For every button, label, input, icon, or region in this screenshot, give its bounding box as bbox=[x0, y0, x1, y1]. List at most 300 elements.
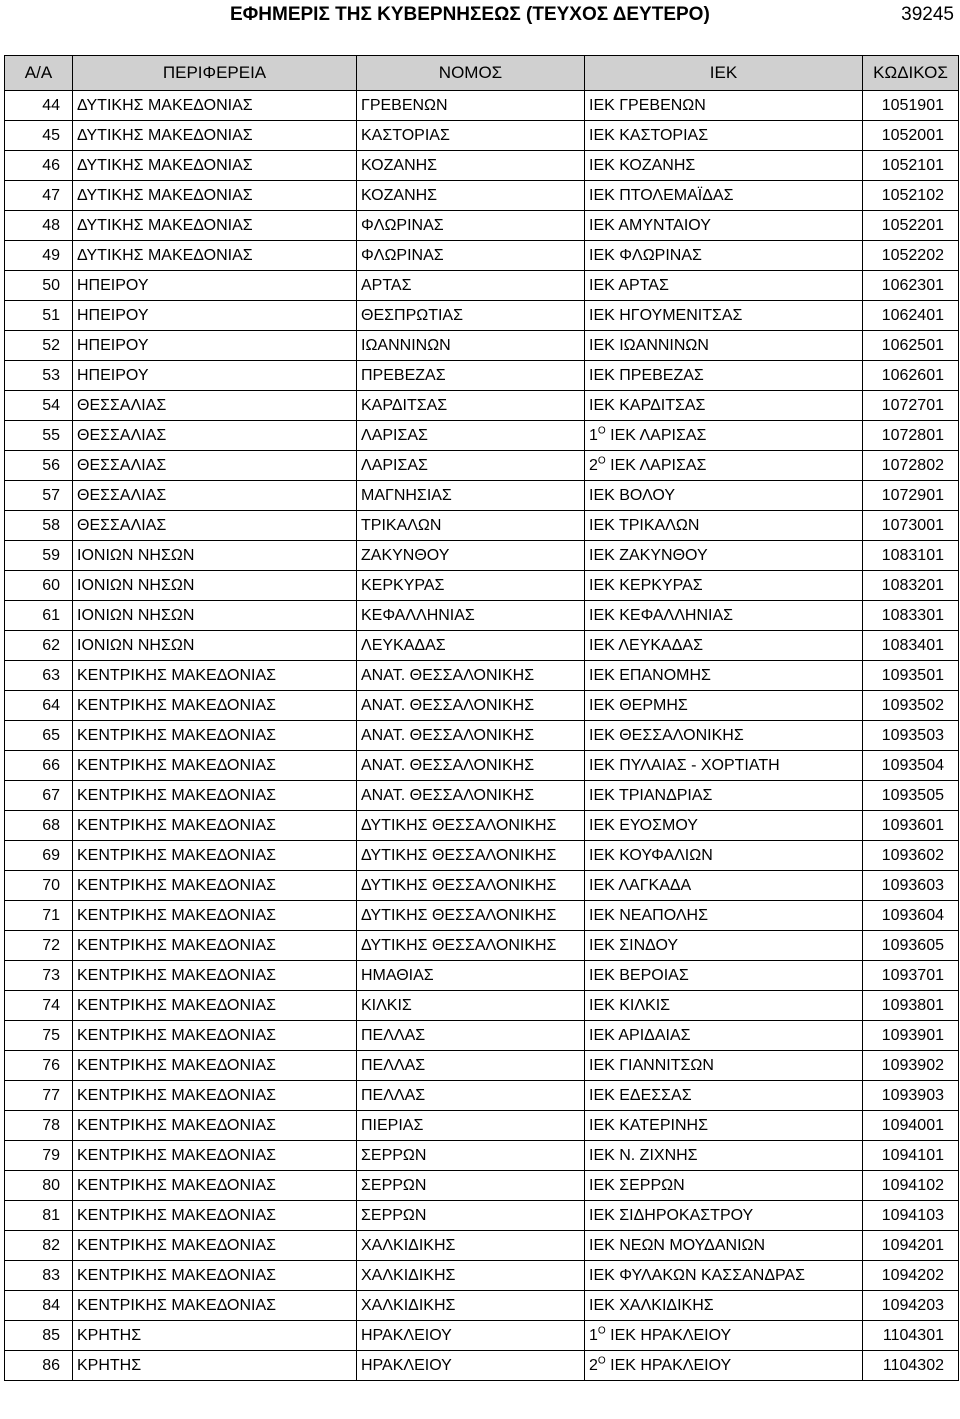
cell-aa: 82 bbox=[5, 1231, 73, 1261]
cell-region: ΚΕΝΤΡΙΚΗΣ ΜΑΚΕΔΟΝΙΑΣ bbox=[73, 1051, 357, 1081]
cell-region: ΔΥΤΙΚΗΣ ΜΑΚΕΔΟΝΙΑΣ bbox=[73, 151, 357, 181]
iek-ordinal: 1 bbox=[589, 1327, 598, 1344]
table-row bbox=[5, 241, 959, 271]
cell-prefecture: ΗΡΑΚΛΕΙΟΥ bbox=[357, 1321, 585, 1351]
iek-ordinal: 1 bbox=[589, 427, 598, 444]
table-row bbox=[5, 1231, 959, 1261]
cell-code: 1093504 bbox=[863, 751, 959, 781]
table-row bbox=[5, 781, 959, 811]
cell-prefecture: ΠΕΛΛΑΣ bbox=[357, 1081, 585, 1111]
cell-code: 1052101 bbox=[863, 151, 959, 181]
table-row bbox=[5, 871, 959, 901]
cell-iek bbox=[585, 541, 863, 571]
iek-ordinal-suffix: Ο bbox=[597, 1325, 606, 1337]
table-row bbox=[5, 961, 959, 991]
cell-code: 1094201 bbox=[863, 1231, 959, 1261]
cell-prefecture: ΘΕΣΠΡΩΤΙΑΣ bbox=[357, 301, 585, 331]
cell-iek bbox=[585, 151, 863, 181]
table-row bbox=[5, 271, 959, 301]
cell-code: 1093601 bbox=[863, 811, 959, 841]
cell-prefecture: ΑΝΑΤ. ΘΕΣΣΑΛΟΝΙΚΗΣ bbox=[357, 751, 585, 781]
cell-code: 1093501 bbox=[863, 661, 959, 691]
cell-region: ΚΕΝΤΡΙΚΗΣ ΜΑΚΕΔΟΝΙΑΣ bbox=[73, 1081, 357, 1111]
cell-code: 1083401 bbox=[863, 631, 959, 661]
cell-prefecture: ΚΑΣΤΟΡΙΑΣ bbox=[357, 121, 585, 151]
cell-region: ΗΠΕΙΡΟΥ bbox=[73, 301, 357, 331]
table-row bbox=[5, 1351, 959, 1381]
table-row bbox=[5, 361, 959, 391]
cell-iek bbox=[585, 121, 863, 151]
cell-region: ΙΟΝΙΩΝ ΝΗΣΩΝ bbox=[73, 631, 357, 661]
iek-name: ΙΕΚ ΠΡΕΒΕΖΑΣ bbox=[589, 367, 704, 384]
iek-name: ΙΕΚ ΕΠΑΝΟΜΗΣ bbox=[589, 667, 711, 684]
cell-code: 1062301 bbox=[863, 271, 959, 301]
table-row bbox=[5, 991, 959, 1021]
table-row bbox=[5, 301, 959, 331]
cell-iek bbox=[585, 571, 863, 601]
cell-iek bbox=[585, 901, 863, 931]
cell-iek bbox=[585, 661, 863, 691]
cell-code: 1052201 bbox=[863, 211, 959, 241]
cell-aa: 55 bbox=[5, 421, 73, 451]
cell-prefecture: ΑΡΤΑΣ bbox=[357, 271, 585, 301]
cell-prefecture: ΚΑΡΔΙΤΣΑΣ bbox=[357, 391, 585, 421]
iek-name: ΙΕΚ ΛΑΡΙΣΑΣ bbox=[610, 457, 707, 474]
cell-code: 1073001 bbox=[863, 511, 959, 541]
cell-region: ΚΕΝΤΡΙΚΗΣ ΜΑΚΕΔΟΝΙΑΣ bbox=[73, 1171, 357, 1201]
cell-aa: 68 bbox=[5, 811, 73, 841]
cell-code: 1094001 bbox=[863, 1111, 959, 1141]
cell-aa: 65 bbox=[5, 721, 73, 751]
cell-aa: 79 bbox=[5, 1141, 73, 1171]
iek-name: ΙΕΚ ΚΑΣΤΟΡΙΑΣ bbox=[589, 127, 709, 144]
cell-iek bbox=[585, 361, 863, 391]
cell-iek bbox=[585, 91, 863, 121]
table-row bbox=[5, 211, 959, 241]
cell-iek bbox=[585, 1021, 863, 1051]
iek-ordinal: 2 bbox=[589, 1357, 598, 1374]
iek-name: ΙΕΚ ΚΙΛΚΙΣ bbox=[589, 997, 671, 1014]
cell-code: 1093903 bbox=[863, 1081, 959, 1111]
cell-iek bbox=[585, 931, 863, 961]
cell-iek bbox=[585, 1171, 863, 1201]
cell-iek bbox=[585, 241, 863, 271]
table-row bbox=[5, 391, 959, 421]
cell-iek bbox=[585, 1321, 863, 1351]
iek-name: ΙΕΚ ΘΕΡΜΗΣ bbox=[589, 697, 688, 714]
cell-code: 1093502 bbox=[863, 691, 959, 721]
cell-code: 1072901 bbox=[863, 481, 959, 511]
cell-aa: 86 bbox=[5, 1351, 73, 1381]
cell-prefecture: ΠΡΕΒΕΖΑΣ bbox=[357, 361, 585, 391]
cell-region: ΔΥΤΙΚΗΣ ΜΑΚΕΔΟΝΙΑΣ bbox=[73, 241, 357, 271]
cell-region: ΚΕΝΤΡΙΚΗΣ ΜΑΚΕΔΟΝΙΑΣ bbox=[73, 991, 357, 1021]
column-header-code: ΚΩΔΙΚΟΣ bbox=[863, 56, 959, 91]
cell-iek bbox=[585, 1201, 863, 1231]
cell-prefecture: ΛΕΥΚΑΔΑΣ bbox=[357, 631, 585, 661]
cell-region: ΚΕΝΤΡΙΚΗΣ ΜΑΚΕΔΟΝΙΑΣ bbox=[73, 931, 357, 961]
table-row bbox=[5, 1201, 959, 1231]
cell-iek bbox=[585, 481, 863, 511]
running-head bbox=[0, 0, 960, 36]
cell-region: ΚΕΝΤΡΙΚΗΣ ΜΑΚΕΔΟΝΙΑΣ bbox=[73, 1201, 357, 1231]
table-row bbox=[5, 181, 959, 211]
cell-iek bbox=[585, 781, 863, 811]
table-row bbox=[5, 91, 959, 121]
table-row bbox=[5, 1141, 959, 1171]
cell-code: 1052001 bbox=[863, 121, 959, 151]
cell-prefecture: ΧΑΛΚΙΔΙΚΗΣ bbox=[357, 1231, 585, 1261]
table-row bbox=[5, 481, 959, 511]
cell-prefecture: ΛΑΡΙΣΑΣ bbox=[357, 451, 585, 481]
cell-prefecture: ΠΕΛΛΑΣ bbox=[357, 1021, 585, 1051]
cell-region: ΔΥΤΙΚΗΣ ΜΑΚΕΔΟΝΙΑΣ bbox=[73, 91, 357, 121]
table-row bbox=[5, 421, 959, 451]
table-row bbox=[5, 1321, 959, 1351]
cell-prefecture: ΦΛΩΡΙΝΑΣ bbox=[357, 241, 585, 271]
iek-name: ΙΕΚ ΙΩΑΝΝΙΝΩΝ bbox=[589, 337, 709, 354]
table-row bbox=[5, 121, 959, 151]
cell-region: ΚΕΝΤΡΙΚΗΣ ΜΑΚΕΔΟΝΙΑΣ bbox=[73, 1231, 357, 1261]
cell-iek bbox=[585, 751, 863, 781]
table-row bbox=[5, 331, 959, 361]
iek-name: ΙΕΚ ΗΓΟΥΜΕΝΙΤΣΑΣ bbox=[589, 307, 743, 324]
cell-prefecture: ΗΜΑΘΙΑΣ bbox=[357, 961, 585, 991]
table-row bbox=[5, 691, 959, 721]
cell-iek bbox=[585, 391, 863, 421]
cell-prefecture: ΠΙΕΡΙΑΣ bbox=[357, 1111, 585, 1141]
cell-iek bbox=[585, 181, 863, 211]
cell-code: 1093701 bbox=[863, 961, 959, 991]
table-row bbox=[5, 151, 959, 181]
iek-name: ΙΕΚ ΗΡΑΚΛΕΙΟΥ bbox=[610, 1357, 732, 1374]
cell-prefecture: ΦΛΩΡΙΝΑΣ bbox=[357, 211, 585, 241]
column-header-prefecture: ΝΟΜΟΣ bbox=[357, 56, 585, 91]
cell-region: ΙΟΝΙΩΝ ΝΗΣΩΝ bbox=[73, 601, 357, 631]
cell-region: ΚΕΝΤΡΙΚΗΣ ΜΑΚΕΔΟΝΙΑΣ bbox=[73, 751, 357, 781]
iek-ordinal-suffix: Ο bbox=[597, 425, 606, 437]
cell-aa: 80 bbox=[5, 1171, 73, 1201]
table-row bbox=[5, 1081, 959, 1111]
iek-name: ΙΕΚ ΤΡΙΚΑΛΩΝ bbox=[589, 517, 700, 534]
cell-prefecture: ΗΡΑΚΛΕΙΟΥ bbox=[357, 1351, 585, 1381]
cell-prefecture: ΖΑΚΥΝΘΟΥ bbox=[357, 541, 585, 571]
cell-region: ΘΕΣΣΑΛΙΑΣ bbox=[73, 391, 357, 421]
cell-aa: 74 bbox=[5, 991, 73, 1021]
cell-region: ΚΕΝΤΡΙΚΗΣ ΜΑΚΕΔΟΝΙΑΣ bbox=[73, 1021, 357, 1051]
table-body bbox=[5, 91, 959, 1381]
cell-aa: 50 bbox=[5, 271, 73, 301]
cell-region: ΗΠΕΙΡΟΥ bbox=[73, 361, 357, 391]
cell-prefecture: ΔΥΤΙΚΗΣ ΘΕΣΣΑΛΟΝΙΚΗΣ bbox=[357, 871, 585, 901]
cell-aa: 59 bbox=[5, 541, 73, 571]
iek-name: ΙΕΚ ΚΟΖΑΝΗΣ bbox=[589, 157, 696, 174]
cell-region: ΚΕΝΤΡΙΚΗΣ ΜΑΚΕΔΟΝΙΑΣ bbox=[73, 811, 357, 841]
cell-iek bbox=[585, 721, 863, 751]
cell-aa: 53 bbox=[5, 361, 73, 391]
cell-code: 1062501 bbox=[863, 331, 959, 361]
cell-aa: 58 bbox=[5, 511, 73, 541]
cell-aa: 83 bbox=[5, 1261, 73, 1291]
cell-aa: 64 bbox=[5, 691, 73, 721]
cell-code: 1093801 bbox=[863, 991, 959, 1021]
table-row bbox=[5, 841, 959, 871]
cell-iek bbox=[585, 451, 863, 481]
cell-prefecture: ΑΝΑΤ. ΘΕΣΣΑΛΟΝΙΚΗΣ bbox=[357, 691, 585, 721]
iek-name: ΙΕΚ Ν. ΖΙΧΝΗΣ bbox=[589, 1147, 698, 1164]
cell-iek bbox=[585, 1231, 863, 1261]
iek-name: ΙΕΚ ΒΟΛΟΥ bbox=[589, 487, 676, 504]
cell-region: ΚΕΝΤΡΙΚΗΣ ΜΑΚΕΔΟΝΙΑΣ bbox=[73, 721, 357, 751]
cell-aa: 61 bbox=[5, 601, 73, 631]
table-row bbox=[5, 511, 959, 541]
cell-aa: 85 bbox=[5, 1321, 73, 1351]
cell-code: 1094203 bbox=[863, 1291, 959, 1321]
gazette-title: ΕΦΗΜΕΡΙΣ ΤΗΣ ΚΥΒΕΡΝΗΣΕΩΣ (ΤΕΥΧΟΣ ΔΕΥΤΕΡΟ) bbox=[230, 4, 710, 25]
cell-code: 1083101 bbox=[863, 541, 959, 571]
cell-region: ΚΕΝΤΡΙΚΗΣ ΜΑΚΕΔΟΝΙΑΣ bbox=[73, 661, 357, 691]
iek-name: ΙΕΚ ΑΜΥΝΤΑΙΟΥ bbox=[589, 217, 711, 234]
iek-name: ΙΕΚ ΚΕΡΚΥΡΑΣ bbox=[589, 577, 703, 594]
table-row bbox=[5, 931, 959, 961]
cell-iek bbox=[585, 1111, 863, 1141]
cell-prefecture: ΑΝΑΤ. ΘΕΣΣΑΛΟΝΙΚΗΣ bbox=[357, 721, 585, 751]
cell-aa: 67 bbox=[5, 781, 73, 811]
page-number: 39245 bbox=[901, 4, 954, 25]
cell-prefecture: ΠΕΛΛΑΣ bbox=[357, 1051, 585, 1081]
cell-code: 1093604 bbox=[863, 901, 959, 931]
table-row bbox=[5, 1171, 959, 1201]
cell-region: ΚΡΗΤΗΣ bbox=[73, 1321, 357, 1351]
cell-region: ΘΕΣΣΑΛΙΑΣ bbox=[73, 481, 357, 511]
cell-aa: 63 bbox=[5, 661, 73, 691]
cell-iek bbox=[585, 871, 863, 901]
cell-code: 1094103 bbox=[863, 1201, 959, 1231]
cell-region: ΚΕΝΤΡΙΚΗΣ ΜΑΚΕΔΟΝΙΑΣ bbox=[73, 781, 357, 811]
iek-name: ΙΕΚ ΛΕΥΚΑΔΑΣ bbox=[589, 637, 703, 654]
cell-prefecture: ΧΑΛΚΙΔΙΚΗΣ bbox=[357, 1291, 585, 1321]
cell-code: 1093602 bbox=[863, 841, 959, 871]
iek-name: ΙΕΚ ΚΕΦΑΛΛΗΝΙΑΣ bbox=[589, 607, 734, 624]
cell-aa: 44 bbox=[5, 91, 73, 121]
table-row bbox=[5, 1051, 959, 1081]
iek-name: ΙΕΚ ΤΡΙΑΝΔΡΙΑΣ bbox=[589, 787, 713, 804]
cell-prefecture: ΣΕΡΡΩΝ bbox=[357, 1171, 585, 1201]
iek-name: ΙΕΚ ΖΑΚΥΝΘΟΥ bbox=[589, 547, 708, 564]
cell-iek bbox=[585, 1081, 863, 1111]
iek-name: ΙΕΚ ΚΑΡΔΙΤΣΑΣ bbox=[589, 397, 706, 414]
cell-region: ΚΕΝΤΡΙΚΗΣ ΜΑΚΕΔΟΝΙΑΣ bbox=[73, 691, 357, 721]
cell-aa: 46 bbox=[5, 151, 73, 181]
cell-iek bbox=[585, 1261, 863, 1291]
iek-name: ΙΕΚ ΠΥΛΑΙΑΣ - ΧΟΡΤΙΑΤΗ bbox=[589, 757, 780, 774]
cell-region: ΗΠΕΙΡΟΥ bbox=[73, 331, 357, 361]
cell-region: ΚΕΝΤΡΙΚΗΣ ΜΑΚΕΔΟΝΙΑΣ bbox=[73, 901, 357, 931]
iek-ordinal: 2 bbox=[589, 457, 598, 474]
cell-aa: 57 bbox=[5, 481, 73, 511]
cell-code: 1104302 bbox=[863, 1351, 959, 1381]
cell-aa: 62 bbox=[5, 631, 73, 661]
cell-region: ΚΕΝΤΡΙΚΗΣ ΜΑΚΕΔΟΝΙΑΣ bbox=[73, 1291, 357, 1321]
cell-aa: 51 bbox=[5, 301, 73, 331]
iek-name: ΙΕΚ ΒΕΡΟΙΑΣ bbox=[589, 967, 689, 984]
cell-iek bbox=[585, 841, 863, 871]
cell-code: 1094101 bbox=[863, 1141, 959, 1171]
cell-aa: 45 bbox=[5, 121, 73, 151]
iek-name: ΙΕΚ ΚΑΤΕΡΙΝΗΣ bbox=[589, 1117, 708, 1134]
cell-code: 1052102 bbox=[863, 181, 959, 211]
cell-iek bbox=[585, 961, 863, 991]
cell-code: 1094102 bbox=[863, 1171, 959, 1201]
iek-name: ΙΕΚ ΕΥΟΣΜΟΥ bbox=[589, 817, 698, 834]
iek-name: ΙΕΚ ΣΙΔΗΡΟΚΑΣΤΡΟΥ bbox=[589, 1207, 754, 1224]
cell-prefecture: ΜΑΓΝΗΣΙΑΣ bbox=[357, 481, 585, 511]
table-row bbox=[5, 1021, 959, 1051]
cell-iek bbox=[585, 1141, 863, 1171]
cell-prefecture: ΚΙΛΚΙΣ bbox=[357, 991, 585, 1021]
table-row bbox=[5, 661, 959, 691]
iek-name: ΙΕΚ ΓΡΕΒΕΝΩΝ bbox=[589, 97, 706, 114]
cell-region: ΘΕΣΣΑΛΙΑΣ bbox=[73, 451, 357, 481]
cell-iek bbox=[585, 601, 863, 631]
table-row bbox=[5, 1111, 959, 1141]
table-row bbox=[5, 1261, 959, 1291]
cell-aa: 66 bbox=[5, 751, 73, 781]
cell-region: ΚΕΝΤΡΙΚΗΣ ΜΑΚΕΔΟΝΙΑΣ bbox=[73, 841, 357, 871]
cell-aa: 72 bbox=[5, 931, 73, 961]
cell-code: 1062601 bbox=[863, 361, 959, 391]
cell-prefecture: ΓΡΕΒΕΝΩΝ bbox=[357, 91, 585, 121]
iek-name: ΙΕΚ ΝΕΑΠΟΛΗΣ bbox=[589, 907, 708, 924]
iek-name: ΙΕΚ ΠΤΟΛΕΜΑΪΔΑΣ bbox=[589, 187, 734, 204]
cell-region: ΙΟΝΙΩΝ ΝΗΣΩΝ bbox=[73, 541, 357, 571]
cell-region: ΚΕΝΤΡΙΚΗΣ ΜΑΚΕΔΟΝΙΑΣ bbox=[73, 1111, 357, 1141]
cell-prefecture: ΑΝΑΤ. ΘΕΣΣΑΛΟΝΙΚΗΣ bbox=[357, 781, 585, 811]
column-header-iek: ΙΕΚ bbox=[585, 56, 863, 91]
cell-code: 1093503 bbox=[863, 721, 959, 751]
column-header-aa: Α/Α bbox=[5, 56, 73, 91]
cell-code: 1072801 bbox=[863, 421, 959, 451]
cell-code: 1093902 bbox=[863, 1051, 959, 1081]
cell-region: ΚΡΗΤΗΣ bbox=[73, 1351, 357, 1381]
cell-code: 1072701 bbox=[863, 391, 959, 421]
cell-iek bbox=[585, 331, 863, 361]
cell-region: ΚΕΝΤΡΙΚΗΣ ΜΑΚΕΔΟΝΙΑΣ bbox=[73, 1141, 357, 1171]
cell-prefecture: ΚΕΦΑΛΛΗΝΙΑΣ bbox=[357, 601, 585, 631]
cell-prefecture: ΚΟΖΑΝΗΣ bbox=[357, 181, 585, 211]
cell-region: ΙΟΝΙΩΝ ΝΗΣΩΝ bbox=[73, 571, 357, 601]
cell-code: 1093505 bbox=[863, 781, 959, 811]
cell-prefecture: ΔΥΤΙΚΗΣ ΘΕΣΣΑΛΟΝΙΚΗΣ bbox=[357, 931, 585, 961]
iek-name: ΙΕΚ ΣΕΡΡΩΝ bbox=[589, 1177, 685, 1194]
iek-register-table bbox=[4, 55, 959, 1381]
cell-aa: 76 bbox=[5, 1051, 73, 1081]
cell-prefecture: ΑΝΑΤ. ΘΕΣΣΑΛΟΝΙΚΗΣ bbox=[357, 661, 585, 691]
cell-prefecture: ΣΕΡΡΩΝ bbox=[357, 1141, 585, 1171]
cell-code: 1094202 bbox=[863, 1261, 959, 1291]
cell-iek bbox=[585, 991, 863, 1021]
cell-prefecture: ΧΑΛΚΙΔΙΚΗΣ bbox=[357, 1261, 585, 1291]
cell-prefecture: ΚΟΖΑΝΗΣ bbox=[357, 151, 585, 181]
cell-code: 1093605 bbox=[863, 931, 959, 961]
header-row bbox=[5, 56, 959, 91]
cell-aa: 73 bbox=[5, 961, 73, 991]
cell-iek bbox=[585, 211, 863, 241]
cell-code: 1051901 bbox=[863, 91, 959, 121]
cell-code: 1052202 bbox=[863, 241, 959, 271]
cell-prefecture: ΤΡΙΚΑΛΩΝ bbox=[357, 511, 585, 541]
iek-name: ΙΕΚ ΣΙΝΔΟΥ bbox=[589, 937, 679, 954]
iek-name: ΙΕΚ ΓΙΑΝΝΙΤΣΩΝ bbox=[589, 1057, 714, 1074]
cell-prefecture: ΔΥΤΙΚΗΣ ΘΕΣΣΑΛΟΝΙΚΗΣ bbox=[357, 841, 585, 871]
cell-code: 1093603 bbox=[863, 871, 959, 901]
cell-region: ΔΥΤΙΚΗΣ ΜΑΚΕΔΟΝΙΑΣ bbox=[73, 211, 357, 241]
cell-aa: 78 bbox=[5, 1111, 73, 1141]
cell-code: 1104301 bbox=[863, 1321, 959, 1351]
cell-aa: 81 bbox=[5, 1201, 73, 1231]
cell-aa: 48 bbox=[5, 211, 73, 241]
cell-region: ΚΕΝΤΡΙΚΗΣ ΜΑΚΕΔΟΝΙΑΣ bbox=[73, 871, 357, 901]
cell-region: ΘΕΣΣΑΛΙΑΣ bbox=[73, 421, 357, 451]
cell-prefecture: ΚΕΡΚΥΡΑΣ bbox=[357, 571, 585, 601]
iek-name: ΙΕΚ ΘΕΣΣΑΛΟΝΙΚΗΣ bbox=[589, 727, 744, 744]
cell-aa: 52 bbox=[5, 331, 73, 361]
cell-prefecture: ΔΥΤΙΚΗΣ ΘΕΣΣΑΛΟΝΙΚΗΣ bbox=[357, 811, 585, 841]
iek-name: ΙΕΚ ΦΥΛΑΚΩΝ ΚΑΣΣΑΝΔΡΑΣ bbox=[589, 1267, 806, 1284]
cell-aa: 56 bbox=[5, 451, 73, 481]
iek-ordinal-suffix: Ο bbox=[597, 455, 606, 467]
cell-region: ΔΥΤΙΚΗΣ ΜΑΚΕΔΟΝΙΑΣ bbox=[73, 121, 357, 151]
iek-name: ΙΕΚ ΧΑΛΚΙΔΙΚΗΣ bbox=[589, 1297, 714, 1314]
cell-aa: 84 bbox=[5, 1291, 73, 1321]
iek-name: ΙΕΚ ΝΕΩΝ ΜΟΥΔΑΝΙΩΝ bbox=[589, 1237, 766, 1254]
table-row bbox=[5, 751, 959, 781]
table-row bbox=[5, 901, 959, 931]
cell-iek bbox=[585, 511, 863, 541]
cell-region: ΗΠΕΙΡΟΥ bbox=[73, 271, 357, 301]
cell-region: ΚΕΝΤΡΙΚΗΣ ΜΑΚΕΔΟΝΙΑΣ bbox=[73, 1261, 357, 1291]
cell-aa: 77 bbox=[5, 1081, 73, 1111]
cell-iek bbox=[585, 1351, 863, 1381]
cell-iek bbox=[585, 691, 863, 721]
cell-region: ΔΥΤΙΚΗΣ ΜΑΚΕΔΟΝΙΑΣ bbox=[73, 181, 357, 211]
table-row bbox=[5, 721, 959, 751]
cell-code: 1093901 bbox=[863, 1021, 959, 1051]
cell-iek bbox=[585, 421, 863, 451]
cell-code: 1083201 bbox=[863, 571, 959, 601]
cell-aa: 47 bbox=[5, 181, 73, 211]
iek-name: ΙΕΚ ΛΑΡΙΣΑΣ bbox=[610, 427, 707, 444]
cell-aa: 75 bbox=[5, 1021, 73, 1051]
cell-iek bbox=[585, 631, 863, 661]
iek-name: ΙΕΚ ΑΡΤΑΣ bbox=[589, 277, 669, 294]
column-header-region: ΠΕΡΙΦΕΡΕΙΑ bbox=[73, 56, 357, 91]
cell-iek bbox=[585, 1051, 863, 1081]
table-row bbox=[5, 601, 959, 631]
iek-name: ΙΕΚ ΗΡΑΚΛΕΙΟΥ bbox=[610, 1327, 732, 1344]
table-row bbox=[5, 571, 959, 601]
cell-prefecture: ΔΥΤΙΚΗΣ ΘΕΣΣΑΛΟΝΙΚΗΣ bbox=[357, 901, 585, 931]
cell-code: 1083301 bbox=[863, 601, 959, 631]
cell-prefecture: ΙΩΑΝΝΙΝΩΝ bbox=[357, 331, 585, 361]
cell-prefecture: ΛΑΡΙΣΑΣ bbox=[357, 421, 585, 451]
table-row bbox=[5, 451, 959, 481]
cell-aa: 60 bbox=[5, 571, 73, 601]
cell-iek bbox=[585, 811, 863, 841]
table-row bbox=[5, 541, 959, 571]
table-row bbox=[5, 631, 959, 661]
cell-iek bbox=[585, 1291, 863, 1321]
